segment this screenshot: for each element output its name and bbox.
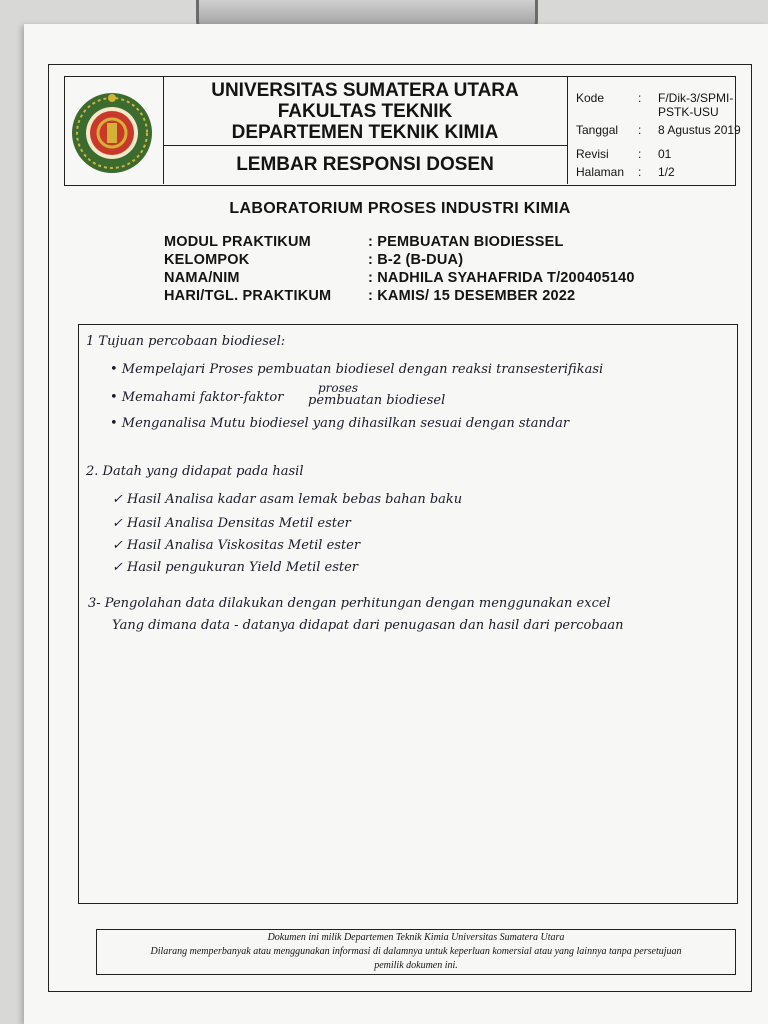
revisi-value: 01 xyxy=(658,147,672,161)
halaman-sep: : xyxy=(638,165,642,179)
tanggal-sep: : xyxy=(638,123,642,137)
kelompok-label: KELOMPOK xyxy=(164,252,250,268)
lab-title: LABORATORIUM PROSES INDUSTRI KIMIA xyxy=(229,200,571,217)
form-title: LEMBAR RESPONSI DOSEN xyxy=(236,154,494,175)
section-1-item: • Memahami faktor-faktor xyxy=(110,390,284,405)
footer-line: Dokumen ini milik Departemen Teknik Kimia Universitas Sumatera Utara xyxy=(267,932,565,943)
halaman-label: Halaman xyxy=(576,165,625,179)
tanggal-label: Tanggal xyxy=(576,123,619,137)
revisi-label: Revisi xyxy=(576,147,609,161)
hari-label: HARI/TGL. PRAKTIKUM xyxy=(164,288,332,304)
section-2-item: ✓ Hasil Analisa Viskositas Metil ester xyxy=(112,538,361,553)
section-2-heading: 2. Datah yang didapat pada hasil xyxy=(86,464,304,479)
footer-line: pemilik dokumen ini. xyxy=(374,960,458,971)
hari-value: : KAMIS/ 15 DESEMBER 2022 xyxy=(368,288,576,304)
kode-sep: : xyxy=(638,91,642,105)
section-1-item: • Menganalisa Mutu biodiesel yang dihasilkan sesuai dengan standar xyxy=(110,416,570,431)
kelompok-value: : B-2 (B-DUA) xyxy=(368,252,464,268)
logo-cell xyxy=(65,77,164,184)
footer-line: Dilarang memperbanyak atau menggunakan informasi di dalamnya untuk keperluan komersial atau yang lainnya tanpa persetujuan xyxy=(150,946,682,957)
section-1-heading: 1 Tujuan percobaan biodiesel: xyxy=(86,334,286,349)
institution-block xyxy=(163,77,567,146)
section-1-item-cont: pembuatan biodiesel xyxy=(308,393,446,408)
revisi-sep: : xyxy=(638,147,642,161)
nama-value: : NADHILA SYAHAFRIDA T/200405140 xyxy=(368,270,635,286)
document-header xyxy=(64,76,741,186)
kode-value: F/Dik-3/SPMI-PSTK-USU xyxy=(658,91,734,119)
department-name: DEPARTEMEN TEKNIK KIMIA xyxy=(231,122,499,143)
answer-box xyxy=(78,324,738,904)
modul-value: : PEMBUATAN BIODIESSEL xyxy=(368,234,564,250)
section-2-item: ✓ Hasil Analisa Densitas Metil ester xyxy=(112,516,351,531)
title-cell xyxy=(163,77,568,184)
halaman-value: 1/2 xyxy=(658,165,675,179)
tanggal-value: 8 Agustus 2019 xyxy=(658,123,741,137)
section-2-item: ✓ Hasil Analisa kadar asam lemak bebas bahan baku xyxy=(112,492,463,507)
section-3-line: Yang dimana data - datanya didapat dari penugasan dan hasil dari percobaan xyxy=(112,618,624,633)
section-2-item: ✓ Hasil pengukuran Yield Metil ester xyxy=(112,560,359,575)
nama-label: NAMA/NIM xyxy=(164,270,240,286)
section-1-item: • Mempelajari Proses pembuatan biodiesel dengan reaksi transesterifikasi xyxy=(110,362,604,377)
section-3-line: 3- Pengolahan data dilakukan dengan perhitungan dengan menggunakan excel xyxy=(88,596,611,611)
university-name: UNIVERSITAS SUMATERA UTARA xyxy=(211,80,519,101)
modul-label: MODUL PRAKTIKUM xyxy=(164,234,311,250)
faculty-name: FAKULTAS TEKNIK xyxy=(277,101,453,122)
document-meta xyxy=(568,77,741,184)
section-1-superscript: proses xyxy=(318,381,359,395)
footer-notice xyxy=(96,929,736,975)
university-logo xyxy=(65,77,163,184)
kode-label: Kode xyxy=(576,91,605,105)
